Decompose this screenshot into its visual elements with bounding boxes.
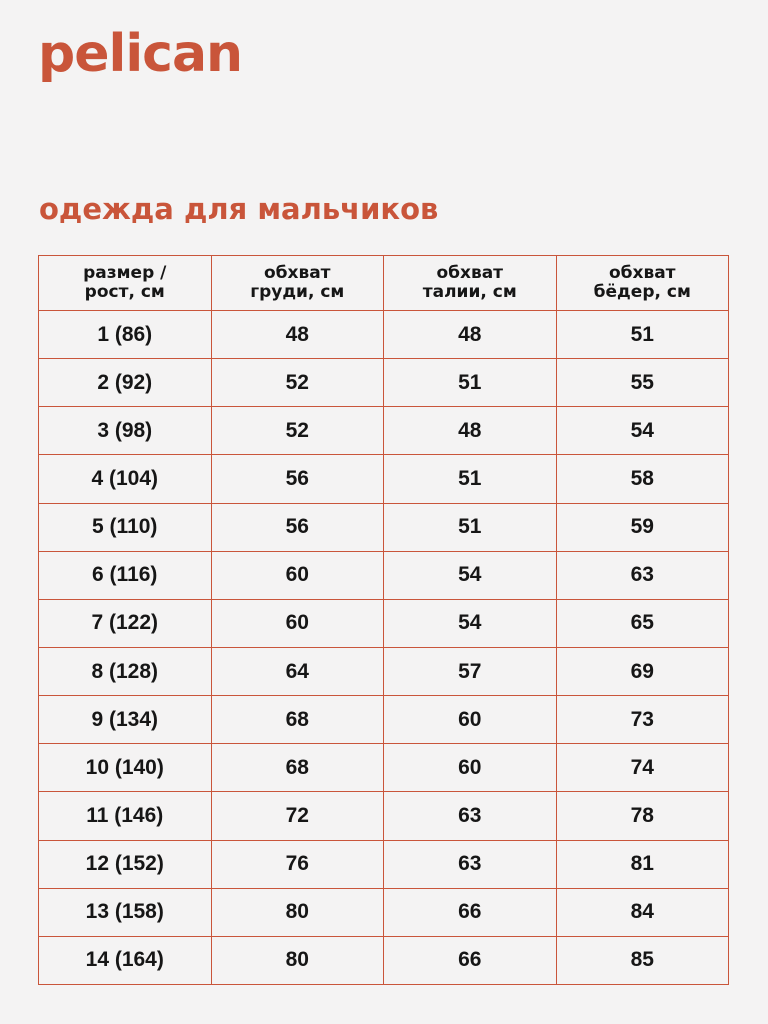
cell-hips: 73	[556, 696, 729, 744]
cell-hips: 65	[556, 599, 729, 647]
header-line: обхват	[436, 263, 504, 283]
header-line: размер /	[83, 263, 167, 283]
cell-size: 3 (98)	[39, 407, 212, 455]
cell-chest: 60	[211, 599, 384, 647]
header-line: груди, см	[250, 282, 345, 302]
cell-chest: 68	[211, 696, 384, 744]
table-row	[39, 551, 729, 599]
header-line: рост, см	[84, 282, 165, 302]
cell-size: 14 (164)	[39, 936, 212, 984]
table-row	[39, 744, 729, 792]
header-line: обхват	[608, 263, 676, 283]
cell-chest: 60	[211, 551, 384, 599]
cell-hips: 81	[556, 840, 729, 888]
cell-hips: 78	[556, 792, 729, 840]
cell-size: 10 (140)	[39, 744, 212, 792]
cell-waist: 63	[384, 840, 557, 888]
table-row	[39, 696, 729, 744]
cell-waist: 63	[384, 792, 557, 840]
cell-size: 12 (152)	[39, 840, 212, 888]
cell-size: 13 (158)	[39, 888, 212, 936]
cell-chest: 76	[211, 840, 384, 888]
page-title: одежда для мальчиков	[39, 192, 439, 226]
cell-hips: 58	[556, 455, 729, 503]
cell-waist: 51	[384, 359, 557, 407]
header-chest	[211, 256, 384, 311]
cell-waist: 60	[384, 744, 557, 792]
cell-chest: 80	[211, 936, 384, 984]
cell-hips: 69	[556, 647, 729, 695]
cell-size: 7 (122)	[39, 599, 212, 647]
cell-chest: 72	[211, 792, 384, 840]
cell-chest: 52	[211, 359, 384, 407]
cell-hips: 55	[556, 359, 729, 407]
cell-chest: 56	[211, 455, 384, 503]
table-row	[39, 840, 729, 888]
cell-waist: 48	[384, 311, 557, 359]
cell-size: 6 (116)	[39, 551, 212, 599]
cell-waist: 48	[384, 407, 557, 455]
table-row	[39, 359, 729, 407]
cell-size: 5 (110)	[39, 503, 212, 551]
header-line: талии, см	[422, 282, 517, 302]
table-row	[39, 599, 729, 647]
brand-logo: pelican	[38, 24, 243, 84]
cell-chest: 52	[211, 407, 384, 455]
table-row	[39, 888, 729, 936]
cell-hips: 84	[556, 888, 729, 936]
header-hips	[556, 256, 729, 311]
size-chart-table	[38, 255, 729, 985]
cell-hips: 85	[556, 936, 729, 984]
table-row	[39, 647, 729, 695]
cell-waist: 51	[384, 455, 557, 503]
table-row	[39, 311, 729, 359]
cell-waist: 66	[384, 888, 557, 936]
cell-chest: 56	[211, 503, 384, 551]
cell-size: 11 (146)	[39, 792, 212, 840]
header-waist	[384, 256, 557, 311]
table-row	[39, 936, 729, 984]
cell-chest: 48	[211, 311, 384, 359]
cell-waist: 57	[384, 647, 557, 695]
table-row	[39, 792, 729, 840]
cell-waist: 54	[384, 599, 557, 647]
table-row	[39, 503, 729, 551]
cell-size: 1 (86)	[39, 311, 212, 359]
cell-waist: 54	[384, 551, 557, 599]
cell-waist: 60	[384, 696, 557, 744]
cell-waist: 51	[384, 503, 557, 551]
cell-hips: 51	[556, 311, 729, 359]
header-line: бёдер, см	[593, 282, 691, 302]
cell-hips: 63	[556, 551, 729, 599]
cell-hips: 54	[556, 407, 729, 455]
cell-size: 4 (104)	[39, 455, 212, 503]
cell-chest: 64	[211, 647, 384, 695]
cell-hips: 59	[556, 503, 729, 551]
cell-size: 9 (134)	[39, 696, 212, 744]
cell-size: 8 (128)	[39, 647, 212, 695]
cell-chest: 68	[211, 744, 384, 792]
table-row	[39, 455, 729, 503]
cell-size: 2 (92)	[39, 359, 212, 407]
header-line: обхват	[263, 263, 331, 283]
table-header-row	[39, 256, 729, 311]
header-size-height	[39, 256, 212, 311]
cell-chest: 80	[211, 888, 384, 936]
cell-hips: 74	[556, 744, 729, 792]
table-row	[39, 407, 729, 455]
cell-waist: 66	[384, 936, 557, 984]
